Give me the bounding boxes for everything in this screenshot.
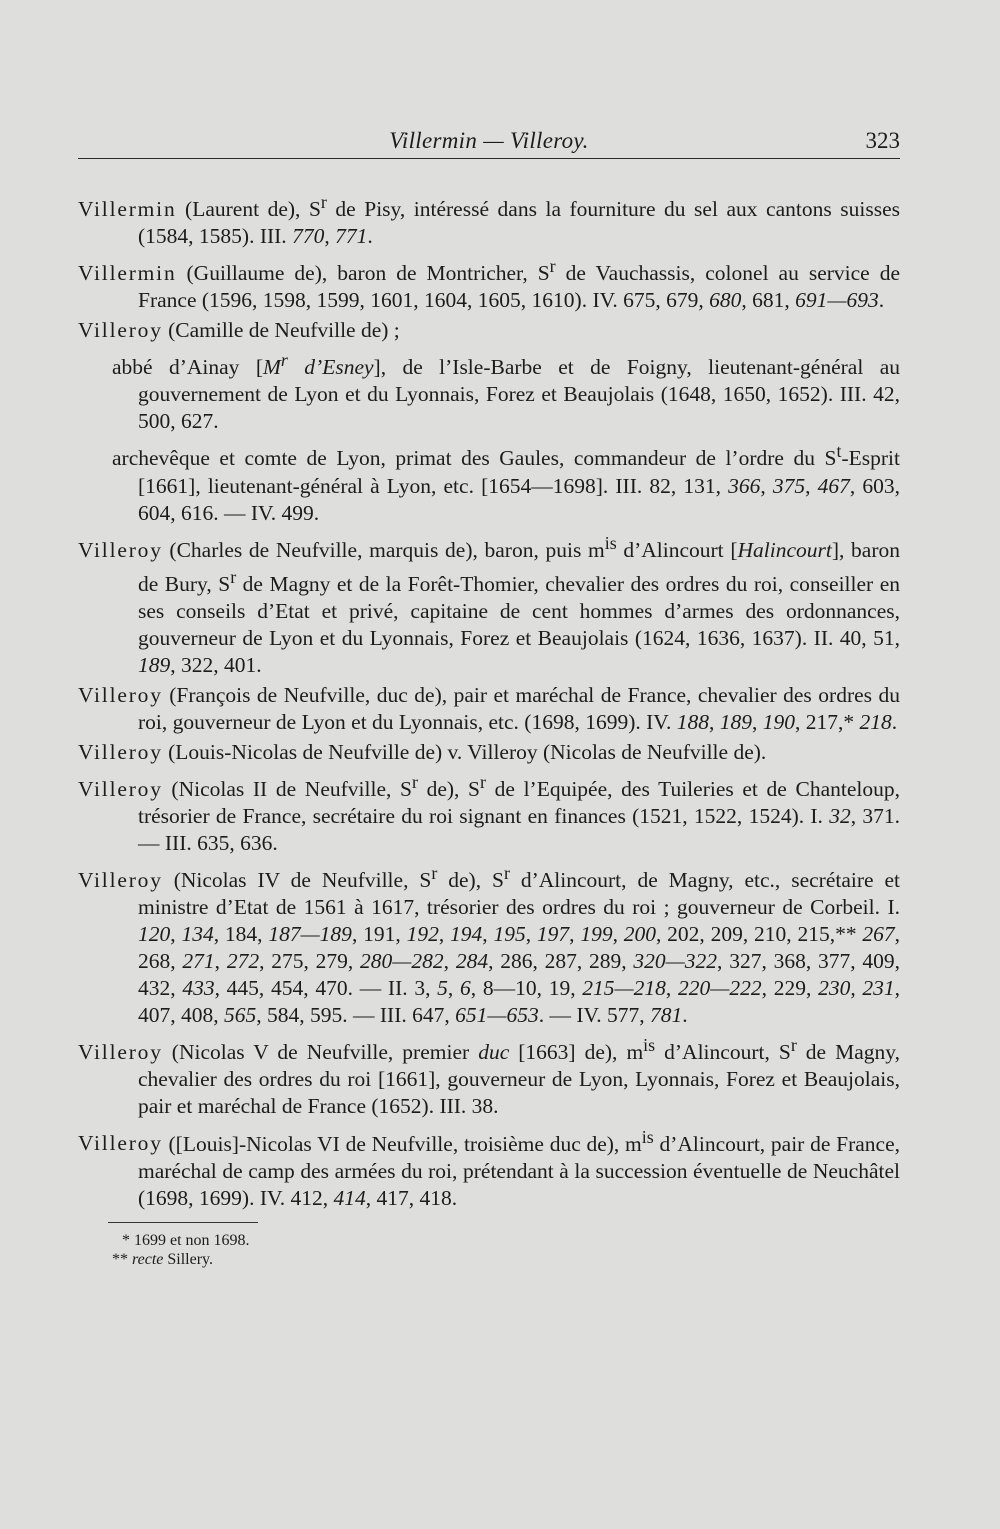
entry-name: Villermin bbox=[78, 261, 177, 286]
sub-entry: archevêque et comte de Lyon, primat des Gaules, commandeur de l’ordre du $S^t$-Esprit [1661], lieutenant-général à Lyon, etc. [1654—1698]. III. 82, 131, 366, 375, 467, 603, 604, 616. — IV. 499. bbox=[112, 441, 901, 525]
entry-name: Villermin bbox=[78, 197, 177, 222]
index-entry bbox=[78, 189, 900, 250]
index-entry bbox=[78, 317, 900, 344]
entry-text: (Guillaume de), baron de Montricher, $S^r$ de Vauchassis, colonel au service de France (1596, 1598, 1599, 1601, 1604, 1605, 1610). IV. 675, 679, 680, 681, 691—693. bbox=[138, 256, 900, 313]
footnote-rule bbox=[108, 1222, 258, 1223]
header-rule bbox=[78, 158, 900, 159]
sub-entry: abbé d’Ainay [$M^r$ d’Esney], de l’Isle-Barbe et de Foigny, lieutenant-général au gouvernement de Lyon et du Lyonnais, Forez et Beaujolais (1648, 1650, 1652). III. 42, 500, 627. bbox=[112, 350, 901, 434]
entry-name: Villeroy bbox=[78, 777, 163, 802]
index-entry bbox=[78, 860, 900, 1029]
index-entry bbox=[78, 530, 900, 679]
entry-name: Villeroy bbox=[78, 682, 163, 707]
entry-name: Villeroy bbox=[78, 1131, 163, 1156]
entry-name: Villeroy bbox=[78, 537, 163, 562]
index-entry bbox=[78, 1032, 900, 1120]
entry-text: (François de Neufville, duc de), pair et maréchal de France, chevalier des ordres du roi, gouverneur de Lyon et du Lyonnais, etc. (1698, 1699). IV. 188, 189, 190, 217,* 218. bbox=[138, 682, 900, 734]
entry-name: Villeroy bbox=[78, 739, 163, 764]
index-entry bbox=[78, 682, 900, 736]
index-entry bbox=[78, 253, 900, 314]
index-entry bbox=[78, 769, 900, 857]
entry-name: Villeroy bbox=[78, 868, 163, 893]
entry-text: (Nicolas II de Neufville, $S^r$ de), $S^r$ de l’Equipée, des Tuileries et de Chanteloup, trésorier de France, secrétaire du roi signant en finances (1521, 1522, 1524). I. 32, 371. — III. 635, 636. bbox=[138, 771, 901, 856]
running-title: Villermin — Villeroy. bbox=[389, 128, 589, 153]
footnote: ** recte Sillery. bbox=[112, 1250, 214, 1268]
entry-name: Villeroy bbox=[78, 318, 163, 343]
entry-text: (Nicolas V de Neufville, premier duc [1663] de), $m^{is}$ d’Alincourt, $S^r$ de Magny, chevalier des ordres du roi [1661], gouverneur de Lyon, Lyonnais, Forez et Beaujolais, pair et maréchal de France (1652). III. 38. bbox=[138, 1035, 901, 1119]
entry-name: Villeroy bbox=[78, 1040, 163, 1065]
footnotes bbox=[78, 1222, 900, 1269]
entry-text: (Nicolas IV de Neufville, $S^r$ de), $S^r$ d’Alincourt, de Magny, etc., secrétaire et ministre d’Etat de 1561 à 1617, trésorier des ordres du roi ; gouverneur de Corbeil. I. 120, 134, 184, 187—189, 191, 192, 194, 195, 197, 199, 200, 202, 209, 210, 215,** 267, 268, 271, 272, 275, 279, 280—282, 284, 286, 287, 289, 320—322, 327, 368, 377, 409, 432, 433, 445, 454, 470. — II. 3, 5, 6, 8—10, 19, 215—218, 220—222, 229, 230, 231, 407, 408, 565, 584, 595. — III. 647, 651—653. — IV. 577, 781. bbox=[138, 863, 901, 1028]
index-entries bbox=[78, 189, 900, 1212]
entry-text: (Charles de Neufville, marquis de), baron, puis $m^{is}$ d’Alincourt [Halincourt], baron de Bury, $S^r$ de Magny et de la Forêt-Thomier, chevalier des ordres du roi, conseiller en ses conseils d’Etat et privé, capitaine de cent hommes d’armes des ordonnances, gouverneur de Lyon et du Lyonnais, Forez et Beaujolais (1624, 1636, 1637). II. 40, 51, 189, 322, 401. bbox=[138, 532, 900, 677]
footnote: * 1699 et non 1698. bbox=[122, 1231, 250, 1249]
running-head bbox=[78, 118, 900, 158]
entry-text: (Laurent de), $S^r$ de Pisy, intéressé dans la fourniture du sel aux cantons suisses (1584, 1585). III. 770, 771. bbox=[138, 192, 900, 249]
index-entry bbox=[78, 1123, 900, 1211]
entry-text: (Louis-Nicolas de Neufville de) v. Villeroy (Nicolas de Neufville de). bbox=[162, 739, 767, 764]
index-entry bbox=[78, 739, 900, 766]
entry-text: (Camille de Neufville de) ; bbox=[162, 318, 400, 343]
page-number: 323 bbox=[865, 128, 900, 153]
document-page bbox=[78, 118, 900, 1269]
entry-text: ([Louis]-Nicolas VI de Neufville, troisième duc de), $m^{is}$ d’Alincourt, pair de France, maréchal de camp des armées du roi, prétendant à la succession éventuelle de Neuchâtel (1698, 1699). IV. 412, 414, 417, 418. bbox=[138, 1126, 900, 1210]
